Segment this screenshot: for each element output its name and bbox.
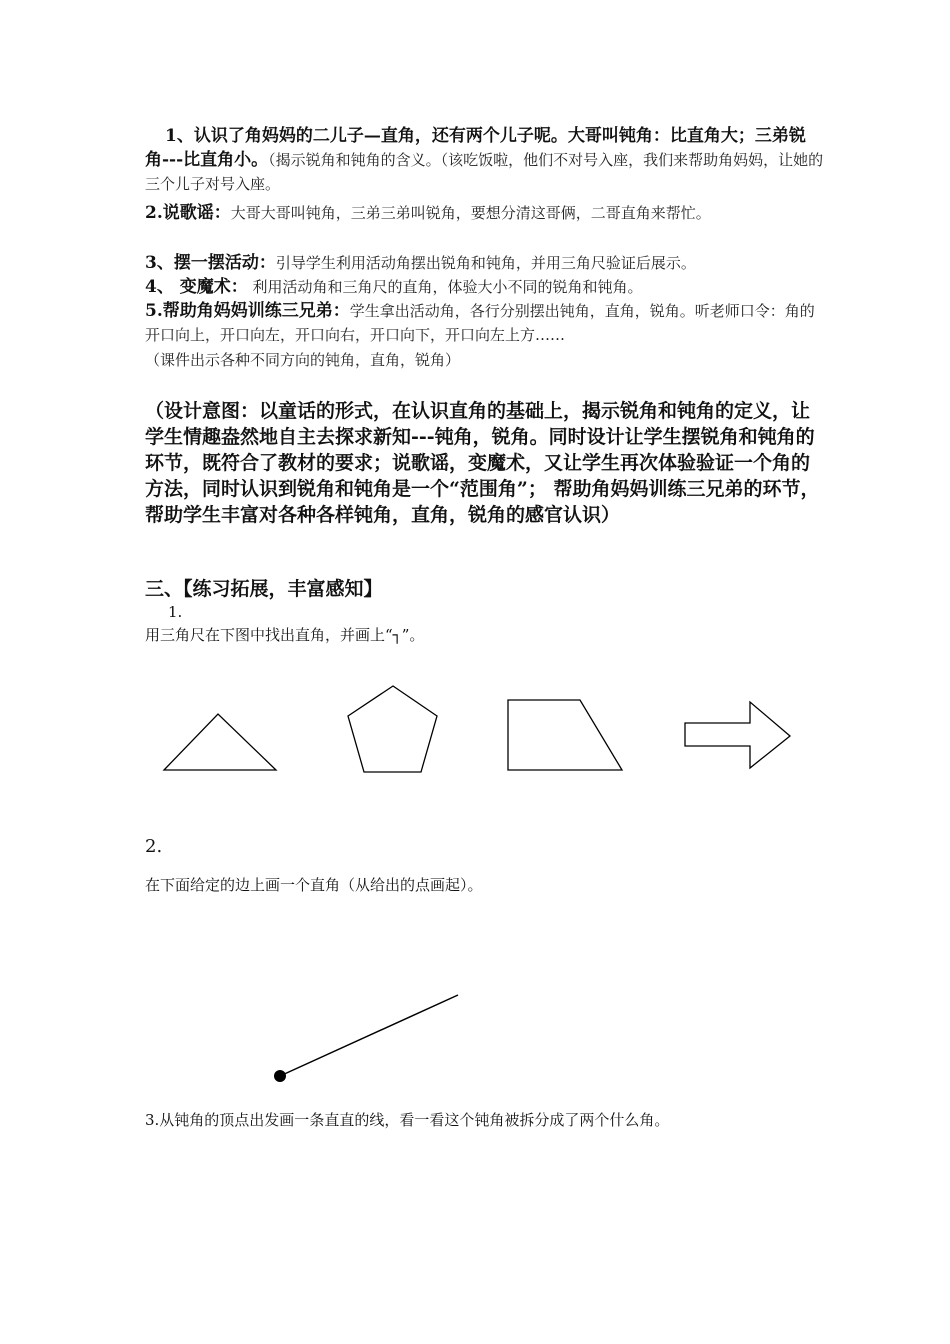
triangle-shape — [164, 714, 276, 770]
arrow-shape — [685, 702, 790, 768]
section-three-heading: 三、【练习拓展，丰富感知】 — [145, 578, 383, 600]
given-ray-line — [280, 995, 458, 1076]
pentagon-shape — [348, 686, 437, 772]
paragraph-5-normal: 学生拿出活动角，各行分别摆出钝角，直角，锐角。听老师口令：角的开口向上，开口向左，开口向右，开口向下，开口向左上方…… — [145, 302, 815, 344]
exercise-2-text: 在下面给定的边上画一个直角（从给出的点画起）。 — [145, 876, 483, 894]
trapezoid-shape — [508, 700, 622, 770]
paragraph-2-normal: 大哥大哥叫钝角，三弟三弟叫锐角，要想分清这哥俩，二哥直角来帮忙。 — [230, 204, 711, 222]
exercise-1-text: 用三角尺在下图中找出直角，并画上“┐”。 — [145, 626, 425, 644]
exercise-2-number: 2. — [145, 836, 163, 857]
paragraph-1-normal: （揭示锐角和钝角的含义。（该吃饭啦，他们不对号入座，我们来帮助角妈妈，让她的三个儿子对号入座。 — [145, 151, 824, 193]
paragraph-3-bold: 3、摆一摆活动： — [145, 253, 276, 273]
paragraph-2-bold: 2.说歌谣： — [145, 203, 231, 223]
paragraph-5-bold: 5.帮助角妈妈训练三兄弟： — [145, 301, 350, 321]
start-point-dot — [274, 1070, 286, 1082]
design-intent: （设计意图：以童话的形式，在认识直角的基础上，揭示锐角和钝角的定义，让学生情趣盎然地自主去探求新知---钝角，锐角。同时设计让学生摆锐角和钝角的环节，既符合了教材的要求；说歌谣，变魔术，又让学生再次体验验证一个角的方法，同时认识到锐角和钝角是一个“范围角”； 帮助角妈妈训练三兄弟的环节，帮助学生丰富对各种各样钝角，直角，锐角的感官认识） — [145, 400, 820, 526]
paragraph-6-text: （课件出示各种不同方向的钝角，直角，锐角） — [145, 351, 461, 369]
exercise-1-number: 1. — [168, 603, 183, 621]
paragraph-1-bold: 1、认识了角妈妈的二儿子—直角，还有两个儿子呢。大哥叫钝角：比直角大；三弟锐角---比直角小。 — [145, 126, 806, 170]
paragraph-3-normal: 引导学生利用活动角摆出锐角和钝角，并用三角尺验证后展示。 — [275, 254, 696, 272]
paragraph-4-bold: 4、 变魔术： — [145, 277, 248, 297]
exercise-3-text: 3.从钝角的顶点出发画一条直直的线，看一看这个钝角被拆分成了两个什么角。 — [145, 1111, 670, 1129]
paragraph-4-normal: 利用活动角和三角尺的直角，体验大小不同的锐角和钝角。 — [247, 278, 643, 296]
